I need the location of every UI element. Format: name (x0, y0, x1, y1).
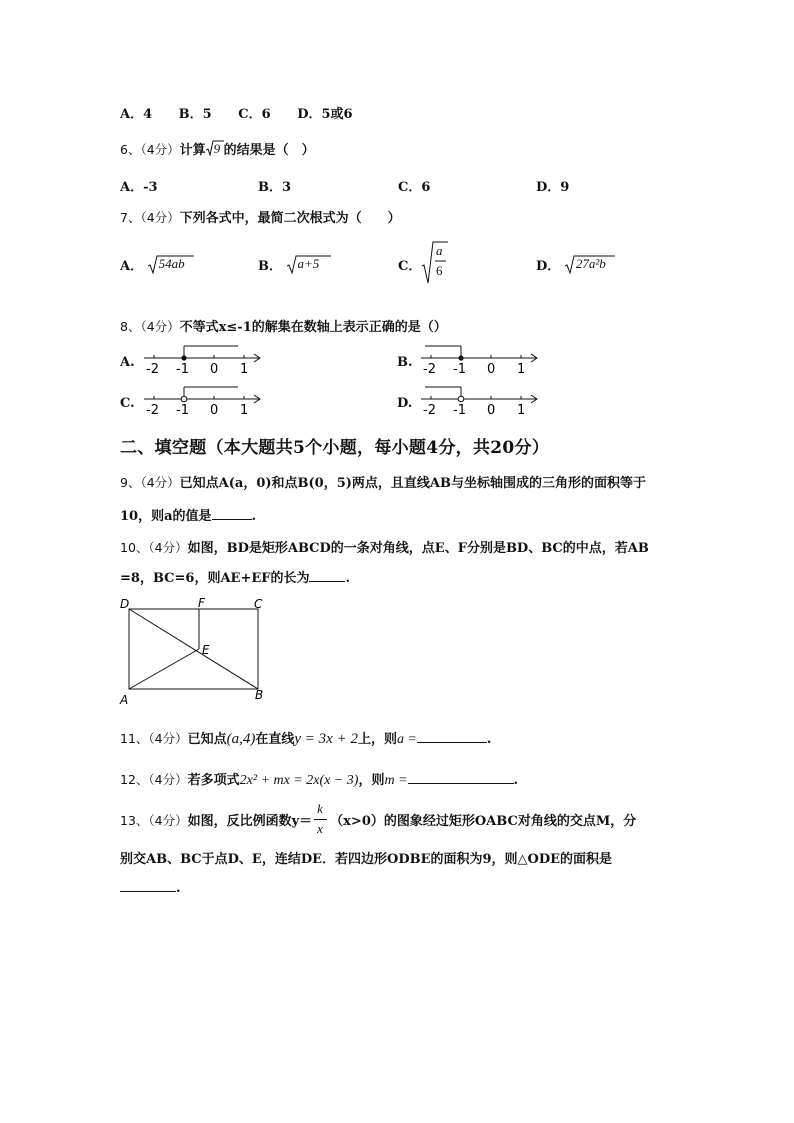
svg-text:E: E (202, 643, 210, 657)
svg-text:-1: -1 (176, 403, 189, 418)
q10-line2: =8，BC=6，则AE+EF的长为 . (120, 571, 351, 586)
q11-answer-blank[interactable] (417, 730, 487, 743)
q6-sqrt: 9 (206, 142, 224, 156)
svg-text:0: 0 (487, 362, 496, 377)
svg-text:-2: -2 (146, 403, 159, 418)
q13-line3: . (120, 879, 181, 896)
svg-text:-1: -1 (453, 362, 466, 377)
q8-number-line-b (417, 342, 547, 378)
q8-number-line-d (417, 383, 547, 419)
svg-text:A: A (120, 693, 129, 707)
q5-option-d: D．5或6 (297, 107, 353, 122)
svg-text:-2: -2 (423, 362, 436, 377)
q7-option-d: D． 27a²b (536, 255, 615, 274)
q7-stem: 7、（4分）下列各式中，最简二次根式为（ ） (120, 210, 401, 226)
q12-stem: 12、（4分）若多项式2x² + mx = 2x(x − 3)，则m = . (120, 772, 519, 788)
q9-answer-blank[interactable] (212, 507, 252, 520)
q7-b-sqrt: a+5 (287, 257, 331, 273)
q11-stem: 11、（4分）已知点(a,4)在直线y = 3x + 2上，则a = . (120, 731, 492, 747)
q7-option-c: C． (398, 259, 422, 274)
q10-line1: 10、（4分）如图，BD是矩形ABCD的一条对角线，点E、F分别是BD、BC的中点，若AB (120, 540, 649, 556)
q5-options (120, 103, 353, 122)
svg-text:-2: -2 (423, 403, 436, 418)
svg-text:-1: -1 (453, 403, 466, 418)
q13-answer-blank[interactable] (120, 879, 176, 892)
svg-text:1: 1 (517, 362, 526, 377)
svg-text:-2: -2 (146, 362, 159, 377)
svg-text:C: C (254, 597, 263, 611)
q7-option-b: B． a+5 (258, 255, 331, 274)
q6-stem: 6、（4分）计算 9 的结果是（ ） (120, 141, 315, 158)
q5-option-a: A．4 (120, 107, 153, 122)
svg-text:1: 1 (517, 403, 526, 418)
q7-d-sqrt: 27a²b (565, 257, 615, 273)
q13-line2: 别交AB、BC于点D、E，连结DE．若四边形ODBE的面积为9，则△ODE的面积是 (120, 852, 613, 867)
svg-text:F: F (198, 596, 205, 610)
q6-option-a: A．-3 (120, 180, 158, 195)
q7-c-sqrt-fraction: a 6 (420, 240, 448, 284)
q9-line2: 10，则a的值是 . (120, 509, 257, 524)
svg-text:0: 0 (210, 362, 219, 377)
q9-line1: 9、（4分）已知点A(a，0)和点B(0，5)两点，且直线AB与坐标轴围成的三角形的面积等于 (120, 475, 646, 491)
q8-option-d-label: D. (397, 396, 413, 411)
q8-number-line-c (140, 383, 270, 419)
q6-option-c: C．6 (398, 180, 431, 195)
q8-option-b-label: B. (397, 355, 413, 370)
svg-text:0: 0 (487, 403, 496, 418)
q6-option-b: B．3 (258, 180, 292, 195)
q8-number-line-a (140, 342, 270, 378)
svg-text:D: D (120, 597, 130, 611)
q7-a-sqrt: 54ab (148, 257, 194, 273)
q12-answer-blank[interactable] (408, 771, 514, 784)
q7-option-a: A． 54ab (120, 255, 194, 274)
q13-line1: 13、（4分）如图，反比例函数y＝ $\frac{k}{x}$ （x>0）的图象经过矩形OABC对角线的交点M，分 (120, 801, 637, 836)
svg-text:0: 0 (210, 403, 219, 418)
q13-fraction: $\frac{k}{x}$ (314, 813, 328, 827)
svg-text:1: 1 (240, 362, 249, 377)
svg-text:-1: -1 (176, 362, 189, 377)
q6-option-d: D．9 (536, 180, 570, 195)
svg-text:1: 1 (240, 403, 249, 418)
q8-stem: 8、（4分）不等式x≤-1的解集在数轴上表示正确的是（） (120, 319, 447, 335)
q5-option-b: B．5 (178, 107, 212, 122)
q8-option-c-label: C. (120, 396, 135, 411)
section-2-title: 二、填空题（本大题共5个小题，每小题4分，共20分） (120, 438, 550, 458)
q10-answer-blank[interactable] (309, 569, 345, 582)
q10-rectangle-figure (116, 594, 276, 710)
svg-text:B: B (255, 688, 264, 702)
q8-option-a-label: A. (120, 355, 135, 370)
q5-option-c: C．6 (238, 107, 271, 122)
